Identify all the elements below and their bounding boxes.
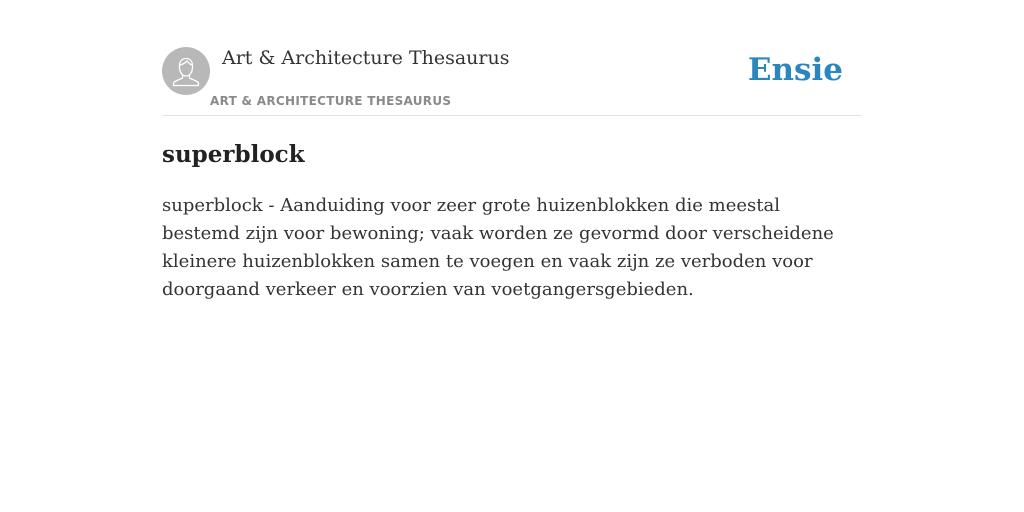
term-title: superblock — [162, 141, 305, 168]
definition-text: superblock - Aanduiding voor zeer grote huizenblokken die meestal bestemd zijn voor bewoning; vaak worden ze gevormd door verscheidene kleinere huizenblokken samen te voegen en vaak zijn ze verboden voor doorgaand verkeer en voorzien van voetgangersgebieden. — [162, 195, 834, 300]
category-label[interactable]: ART & ARCHITECTURE THESAURUS — [210, 94, 452, 108]
author-name[interactable]: Art & Architecture Thesaurus — [222, 47, 510, 69]
user-silhouette-icon — [162, 47, 210, 95]
entry-header — [162, 0, 862, 116]
brand-logo[interactable]: Ensie — [747, 52, 843, 88]
avatar[interactable] — [162, 47, 210, 95]
